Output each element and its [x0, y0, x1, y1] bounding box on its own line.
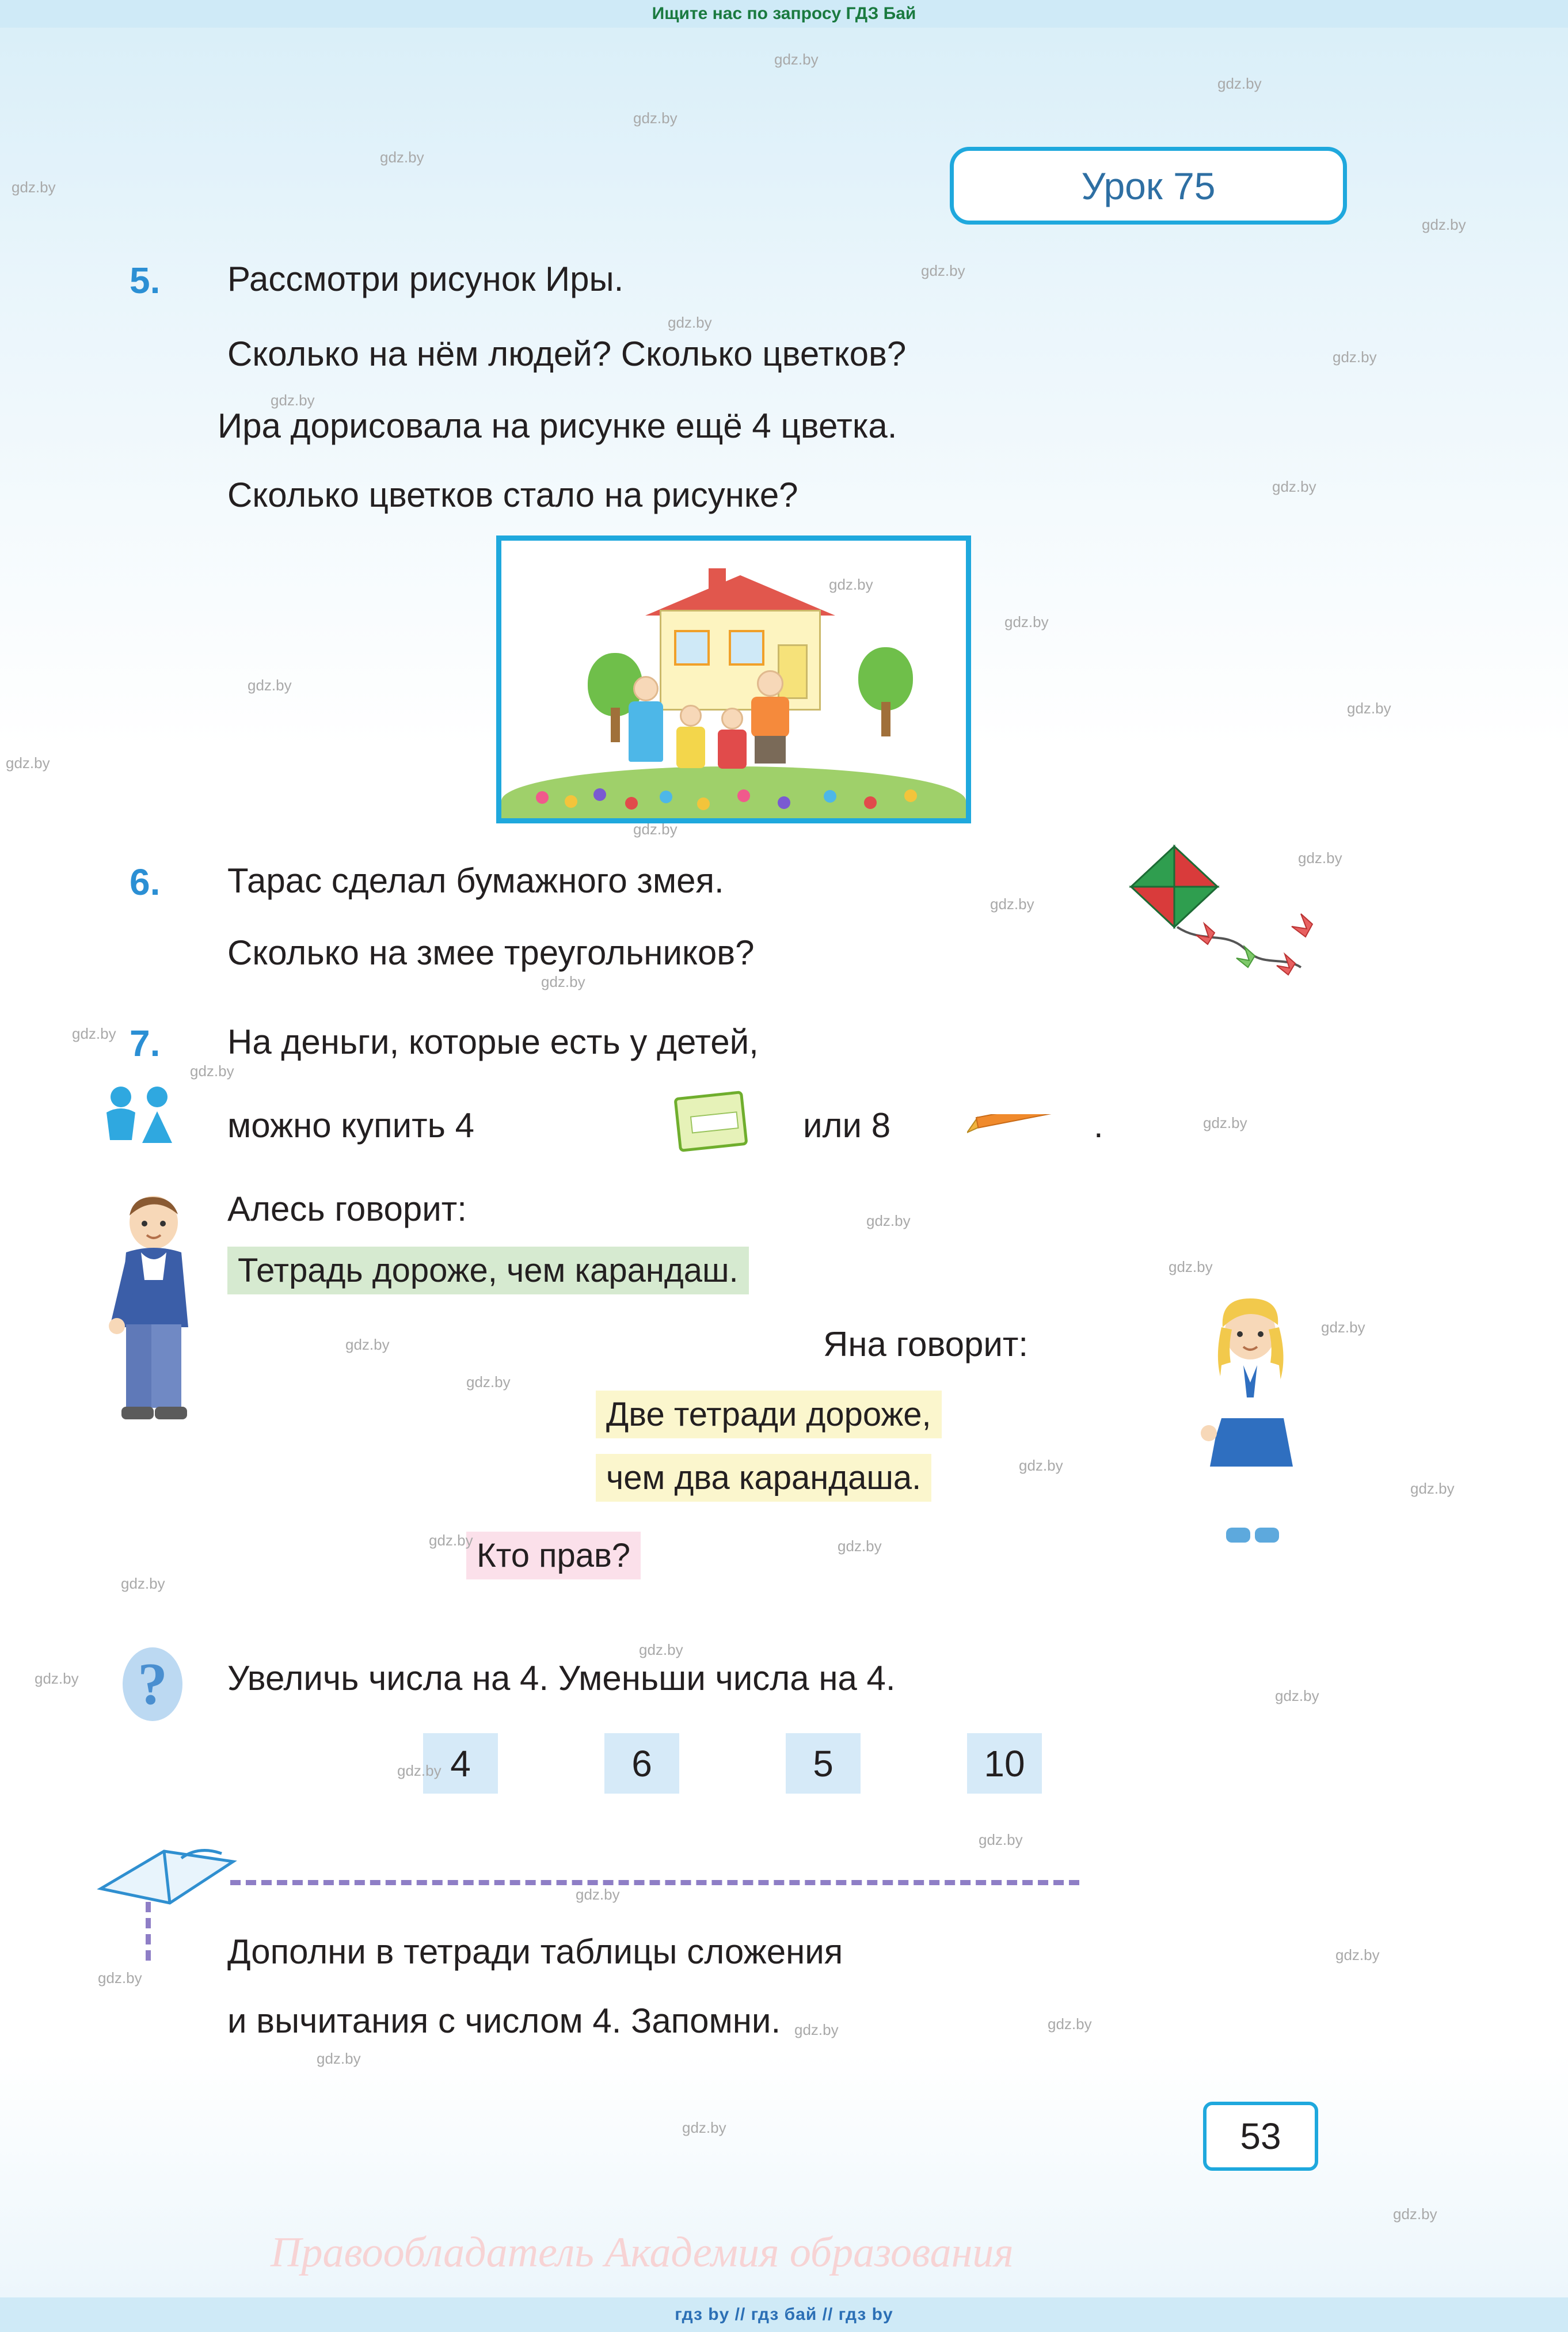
watermark-text: gdz.by	[990, 895, 1034, 913]
flower-icon	[536, 791, 549, 804]
notebook-task-line-2: и вычитания с числом 4. Запомни.	[227, 2001, 781, 2040]
notebook-task-line-1: Дополни в тетради таблицы сложения	[227, 1932, 843, 1971]
flower-icon	[904, 789, 917, 802]
bottom-banner: гдз by // гдз бай // гдз by	[0, 2297, 1568, 2332]
task-7-line-1: На деньги, которые есть у детей,	[227, 1023, 759, 1061]
watermark-text: gdz.by	[1335, 1946, 1380, 1963]
task-5-line-2: Сколько на нём людей? Сколько цветков?	[227, 335, 907, 373]
task-7-line-5: Алесь говорит:	[227, 1190, 467, 1228]
watermark-text: gdz.by	[72, 1025, 116, 1042]
watermark-text: gdz.by	[1217, 75, 1262, 92]
watermark-text: gdz.by	[682, 2119, 726, 2136]
question-mark-icon	[118, 1644, 187, 1727]
svg-text:?: ?	[138, 1651, 168, 1717]
page-number: 53	[1203, 2102, 1318, 2171]
copyright-watermark: Правообладатель Академия образования	[271, 2229, 1014, 2276]
children-icon	[95, 1083, 187, 1154]
increase-task-text: Увеличь числа на 4. Уменьши числа на 4.	[227, 1659, 896, 1697]
watermark-text: gdz.by	[541, 973, 585, 990]
watermark-text: gdz.by	[774, 51, 819, 68]
watermark-text: gdz.by	[1169, 1258, 1213, 1275]
task-5-line-1: Рассмотри рисунок Иры.	[227, 260, 624, 298]
flower-icon	[625, 797, 638, 810]
watermark-text: gdz.by	[1422, 216, 1466, 233]
task-7-line-2: можно купить 4	[227, 1106, 474, 1145]
pencil-icon	[967, 1114, 1076, 1130]
watermark-text: gdz.by	[1321, 1319, 1365, 1336]
lesson-badge: Урок 75	[950, 147, 1347, 225]
speech-yana-line-1: Две тетради дороже,	[596, 1391, 942, 1438]
boy-character-icon	[101, 1195, 204, 1428]
task-5-number: 5.	[130, 260, 161, 301]
speech-yana-line-2: чем два карандаша.	[596, 1454, 931, 1502]
kite-icon	[1111, 844, 1353, 993]
house-window-icon	[674, 630, 710, 666]
watermark-text: gdz.by	[576, 1886, 620, 1903]
open-book-icon	[95, 1834, 239, 1917]
watermark-text: gdz.by	[1298, 849, 1342, 867]
watermark-text: gdz.by	[98, 1969, 142, 1987]
tree-icon	[858, 647, 913, 734]
flower-icon	[565, 795, 577, 808]
watermark-text: gdz.by	[1272, 478, 1316, 495]
chimney-icon	[709, 568, 726, 590]
top-banner: Ищите нас по запросу ГДЗ Бай	[0, 0, 1568, 28]
flower-icon	[864, 796, 877, 809]
task-6-line-1: Тарас сделал бумажного змея.	[227, 861, 724, 900]
flower-icon	[660, 791, 672, 803]
watermark-text: gdz.by	[668, 314, 712, 331]
watermark-text: gdz.by	[12, 178, 56, 196]
flower-icon	[697, 797, 710, 810]
notebook-icon	[673, 1091, 748, 1152]
task-6-number: 6.	[130, 861, 161, 903]
watermark-text: gdz.by	[380, 149, 424, 166]
ira-drawing-picture	[496, 535, 971, 823]
watermark-text: gdz.by	[1275, 1687, 1319, 1704]
watermark-text: gdz.by	[794, 2021, 839, 2038]
watermark-text: gdz.by	[1019, 1457, 1063, 1474]
dashed-divider	[230, 1880, 1079, 1885]
watermark-text: gdz.by	[317, 2050, 361, 2067]
watermark-text: gdz.by	[1333, 348, 1377, 366]
watermark-text: gdz.by	[639, 1641, 683, 1658]
watermark-text: gdz.by	[271, 392, 315, 409]
watermark-text: gdz.by	[633, 821, 678, 838]
number-box[interactable]: 10	[967, 1733, 1042, 1794]
watermark-text: gdz.by	[121, 1575, 165, 1592]
speech-question: Кто прав?	[466, 1532, 641, 1579]
flower-icon	[737, 789, 750, 802]
task-7-line-4: .	[1094, 1106, 1103, 1145]
task-5-line-4: Сколько цветков стало на рисунке?	[227, 476, 798, 514]
watermark-text: gdz.by	[1203, 1114, 1247, 1131]
flower-icon	[778, 796, 790, 809]
watermark-text: gdz.by	[6, 754, 50, 772]
house-window-icon	[729, 630, 764, 666]
task-7-number: 7.	[130, 1023, 161, 1064]
watermark-text: gdz.by	[979, 1831, 1023, 1848]
watermark-text: gdz.by	[35, 1670, 79, 1687]
watermark-text: gdz.by	[466, 1373, 511, 1391]
watermark-text: gdz.by	[1048, 2015, 1092, 2033]
speech-ales: Тетрадь дороже, чем карандаш.	[227, 1247, 749, 1294]
watermark-text: gdz.by	[397, 1762, 442, 1779]
task-7-line-6: Яна говорит:	[823, 1325, 1029, 1364]
number-box[interactable]: 6	[604, 1733, 679, 1794]
task-5-line-3: Ира дорисовала на рисунке ещё 4 цветка.	[218, 407, 897, 445]
house-door-icon	[778, 644, 808, 699]
watermark-text: gdz.by	[345, 1336, 390, 1353]
flower-icon	[593, 788, 606, 801]
task-7-line-3: или 8	[803, 1106, 891, 1145]
watermark-text: gdz.by	[429, 1532, 473, 1549]
task-6-line-2: Сколько на змее треугольников?	[227, 933, 755, 972]
watermark-text: gdz.by	[190, 1062, 234, 1080]
watermark-text: gdz.by	[829, 576, 873, 593]
watermark-text: gdz.by	[1347, 700, 1391, 717]
watermark-text: gdz.by	[838, 1537, 882, 1555]
watermark-text: gdz.by	[633, 109, 678, 127]
watermark-text: gdz.by	[1410, 1480, 1455, 1497]
watermark-text: gdz.by	[1393, 2205, 1437, 2223]
watermark-text: gdz.by	[921, 262, 965, 279]
flower-icon	[824, 790, 836, 803]
watermark-text: gdz.by	[248, 677, 292, 694]
girl-character-icon	[1186, 1298, 1318, 1560]
number-box[interactable]: 4	[423, 1733, 498, 1794]
watermark-text: gdz.by	[866, 1212, 911, 1229]
number-box[interactable]: 5	[786, 1733, 861, 1794]
watermark-text: gdz.by	[1004, 613, 1049, 631]
